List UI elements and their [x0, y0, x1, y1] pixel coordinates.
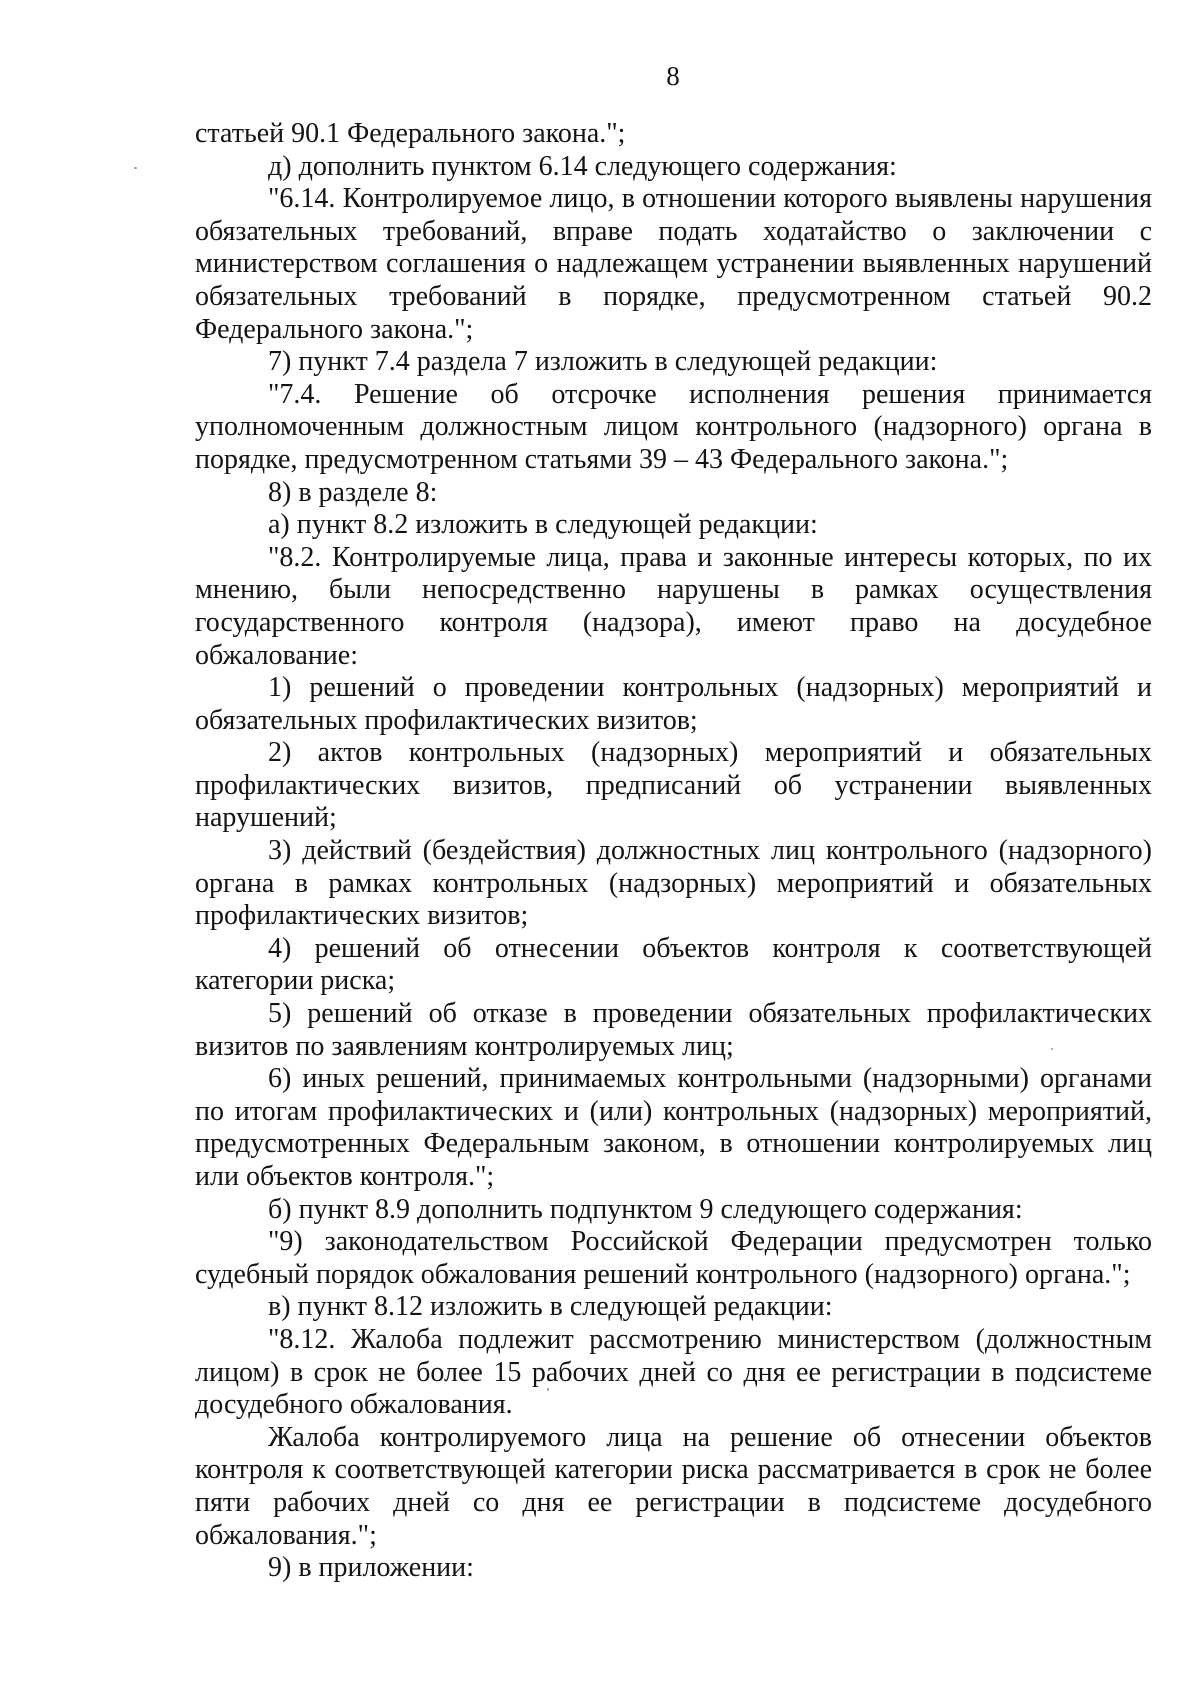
- paragraph-subpoint-9: "9) законодательством Российской Федерации предусмотрен только судебный порядок обжалования решений контрольного (надзорного) органа.";: [195, 1226, 1152, 1290]
- paragraph-item-9: 9) в приложении:: [268, 1552, 474, 1584]
- paragraph-subitem-a: а) пункт 8.2 изложить в следующей редакции:: [268, 509, 818, 541]
- document-body: [195, 118, 1152, 1585]
- paragraph-list-item-1: 1) решений о проведении контрольных (надзорных) мероприятий и обязательных профилактических визитов;: [195, 672, 1152, 736]
- paragraph-list-item-6: 6) иных решений, принимаемых контрольными (надзорными) органами по итогам профилактических и (или) контрольных (надзорных) мероприятий, предусмотренных Федеральным законом, в отношении контролируемых лиц или объектов контроля.";: [195, 1063, 1152, 1192]
- scan-speck: [547, 1388, 549, 1391]
- paragraph-subitem-v: в) пункт 8.12 изложить в следующей редакции:: [268, 1291, 833, 1323]
- paragraph-clause-7-4: "7.4. Решение об отсрочке исполнения решения принимается уполномоченным должностным лицом контрольного (надзорного) органа в порядке, предусмотренном статьями 39 – 43 Федерального закона.";: [195, 378, 1152, 475]
- paragraph-complaint-deadline: Жалоба контролируемого лица на решение об отнесении объектов контроля к соответствующей категории риска рассматривается в срок не более пяти рабочих дней со дня ее регистрации в подсистеме досудебного обжалования.";: [195, 1421, 1152, 1551]
- paragraph-subitem-d: д) дополнить пунктом 6.14 следующего содержания:: [268, 150, 897, 182]
- paragraph-clause-6-14: "6.14. Контролируемое лицо, в отношении которого выявлены нарушения обязательных требований, вправе подать ходатайство о заключении с министерством соглашения о надлежащем устранении выявленных нарушений обязательных требований в порядке, предусмотренном статьей 90.2 Федерального закона.";: [195, 183, 1152, 345]
- paragraph-list-item-3: 3) действий (бездействия) должностных лиц контрольного (надзорного) органа в рамках контрольных (надзорных) мероприятий и обязательных профилактических визитов;: [195, 835, 1152, 932]
- paragraph-continuation: статьей 90.1 Федерального закона.";: [195, 118, 626, 149]
- paragraph-clause-8-12: "8.12. Жалоба подлежит рассмотрению министерством (должностным лицом) в срок не более 15 рабочих дней со дня ее регистрации в подсистеме досудебного обжалования.: [195, 1323, 1152, 1421]
- scan-speck: [1051, 1048, 1053, 1050]
- paragraph-subitem-b: б) пункт 8.9 дополнить подпунктом 9 следующего содержания:: [268, 1193, 1023, 1225]
- page-number: 8: [666, 61, 680, 91]
- scan-speck: [134, 167, 137, 169]
- paragraph-item-7: 7) пункт 7.4 раздела 7 изложить в следующей редакции:: [268, 346, 938, 378]
- paragraph-list-item-4: 4) решений об отнесении объектов контроля к соответствующей категории риска;: [195, 932, 1152, 997]
- paragraph-list-item-2: 2) актов контрольных (надзорных) мероприятий и обязательных профилактических визитов, предписаний об устранении выявленных нарушений;: [195, 737, 1152, 834]
- paragraph-list-item-5: 5) решений об отказе в проведении обязательных профилактических визитов по заявлениям контролируемых лиц;: [195, 998, 1152, 1062]
- paragraph-item-8: 8) в разделе 8:: [268, 476, 438, 508]
- paragraph-clause-8-2: "8.2. Контролируемые лица, права и законные интересы которых, по их мнению, были непосредственно нарушены в рамках осуществления государственного контроля (надзора), имеют право на досудебное обжалование:: [195, 541, 1152, 671]
